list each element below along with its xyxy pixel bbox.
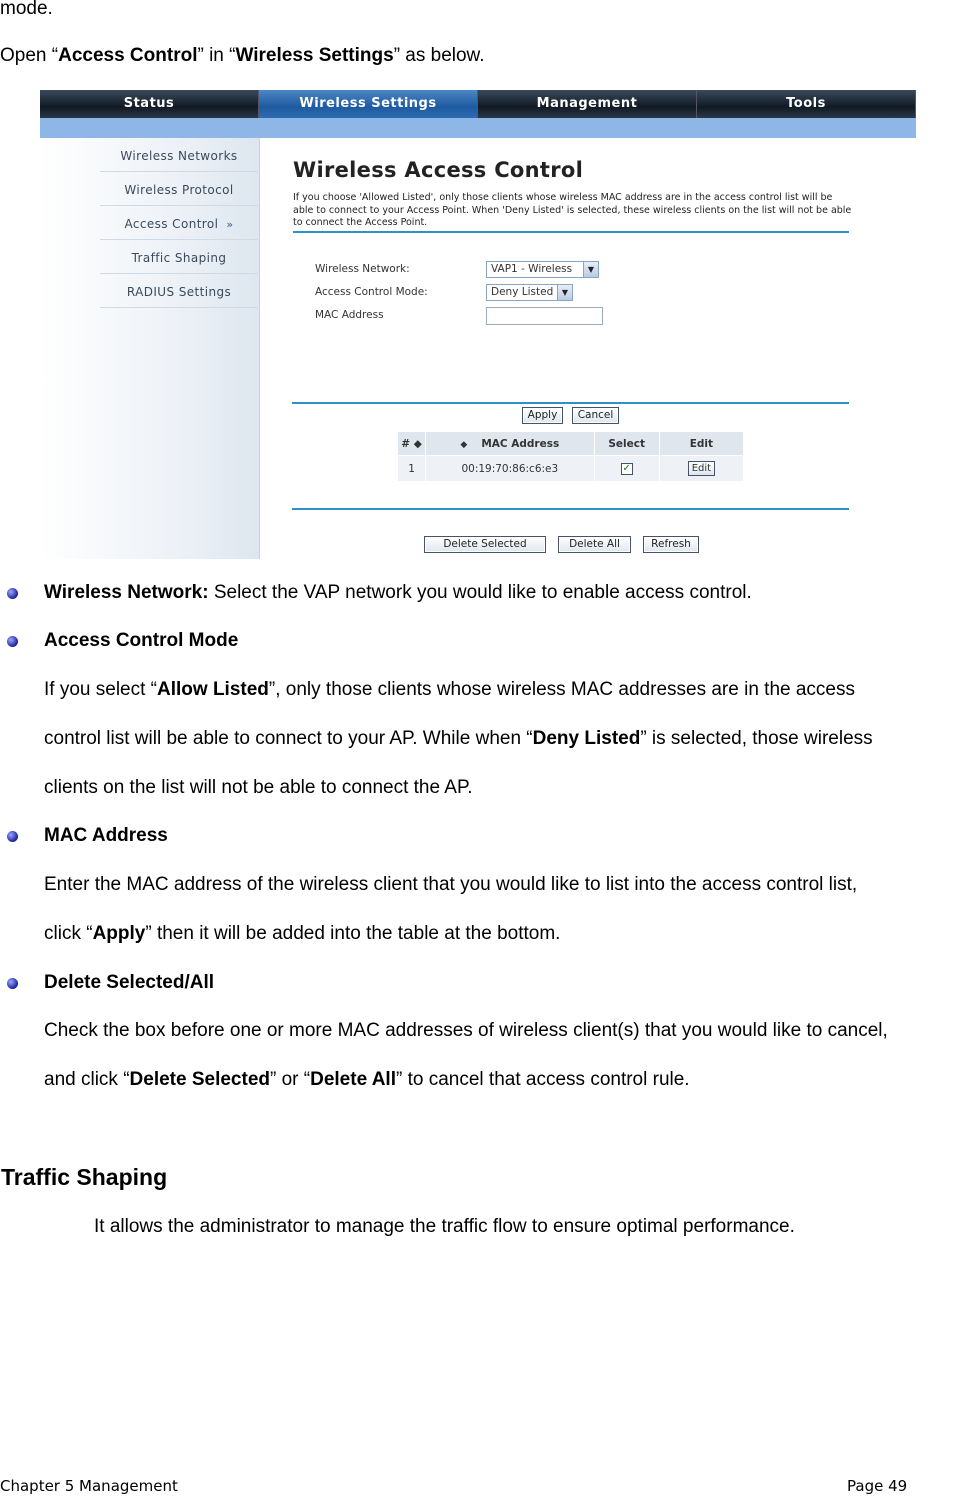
page-title: Wireless Access Control — [293, 158, 584, 182]
row-mac: 00:19:70:86:c6:e3 — [426, 456, 594, 482]
bullet-icon — [7, 978, 18, 989]
col-select: Select — [594, 432, 659, 456]
delete-all-button[interactable]: Delete All — [558, 536, 631, 553]
bullet-mac-address: MAC Address — [44, 825, 168, 846]
page-description: If you choose 'Allowed Listed', only those clients whose wireless MAC address are in the access control list will be able to connect to your Access Point. When 'Deny Listed' is selected, these wireless clients on the list will not be able to connect the Access Point. — [293, 192, 852, 228]
divider — [293, 231, 849, 233]
paragraph-line: Enter the MAC address of the wireless client that you would like to list into the access control list, — [44, 874, 858, 895]
paragraph-line: If you select “Allow Listed”, only those clients whose wireless MAC addresses are in the access — [44, 679, 855, 700]
tab-wireless-settings[interactable]: Wireless Settings — [259, 90, 478, 118]
footer-chapter: Chapter 5 Management — [0, 1477, 178, 1495]
wireless-network-select[interactable]: VAP1 - Wireless ▼ — [486, 261, 599, 278]
col-mac[interactable]: ◆ MAC Address — [426, 432, 594, 456]
paragraph-line: control list will be able to connect to your AP. While when “Deny Listed” is selected, those wireless — [44, 728, 873, 749]
chevron-down-icon: ▼ — [557, 285, 572, 300]
footer-page-number: Page 49 — [847, 1477, 908, 1495]
paragraph-line: click “Apply” then it will be added into the table at the bottom. — [44, 923, 561, 944]
active-arrow-icon: » — [226, 218, 234, 231]
sidebar-item-wireless-protocol[interactable]: Wireless Protocol — [100, 174, 258, 206]
paragraph-line: Check the box before one or more MAC addresses of wireless client(s) that you would like to cancel, — [44, 1020, 888, 1041]
section-heading: Traffic Shaping — [1, 1164, 168, 1190]
bullet-icon — [7, 636, 18, 647]
sidebar-item-access-control[interactable]: Access Control » — [100, 208, 258, 240]
col-num[interactable]: # ◆ — [398, 432, 426, 456]
refresh-button[interactable]: Refresh — [643, 536, 699, 553]
access-control-screenshot — [40, 90, 916, 559]
col-edit: Edit — [659, 432, 743, 456]
bullet-delete-selected-all: Delete Selected/All — [44, 972, 215, 993]
access-control-mode-select[interactable]: Deny Listed ▼ — [486, 284, 573, 301]
bullet-icon — [7, 588, 18, 599]
bullet-access-control-mode: Access Control Mode — [44, 630, 239, 651]
access-control-mode-label: Access Control Mode: — [315, 286, 428, 298]
paragraph-line: clients on the list will not be able to connect the AP. — [44, 777, 473, 798]
sidebar-item-wireless-networks[interactable]: Wireless Networks — [100, 140, 258, 172]
tab-management[interactable]: Management — [478, 90, 697, 118]
intro-open-line: Open “Access Control” in “Wireless Settings” as below. — [0, 45, 485, 66]
sub-nav-bar — [40, 118, 916, 138]
mac-address-label: MAC Address — [315, 309, 384, 321]
top-nav — [40, 90, 916, 118]
edit-button[interactable]: Edit — [688, 461, 715, 476]
mac-address-input[interactable] — [486, 307, 603, 325]
row-num: 1 — [398, 456, 426, 482]
content-panel — [260, 138, 916, 559]
bullet-icon — [7, 831, 18, 842]
cancel-button[interactable]: Cancel — [572, 407, 619, 424]
tab-status[interactable]: Status — [40, 90, 259, 118]
sidebar-item-radius-settings[interactable]: RADIUS Settings — [100, 276, 258, 308]
chevron-down-icon: ▼ — [583, 262, 598, 277]
sidebar — [40, 138, 260, 559]
bullet-wireless-network: Wireless Network: Select the VAP network you would like to enable access control. — [44, 582, 752, 603]
paragraph-line: and click “Delete Selected” or “Delete All” to cancel that access control rule. — [44, 1069, 690, 1090]
intro-line: mode. — [0, 0, 53, 19]
select-checkbox[interactable]: ✓ — [622, 463, 631, 474]
sidebar-item-traffic-shaping[interactable]: Traffic Shaping — [100, 242, 258, 274]
wireless-network-label: Wireless Network: — [315, 263, 410, 275]
apply-button[interactable]: Apply — [522, 407, 563, 424]
section-text: It allows the administrator to manage the traffic flow to ensure optimal performance. — [94, 1216, 795, 1237]
tab-tools[interactable]: Tools — [697, 90, 916, 118]
delete-selected-button[interactable]: Delete Selected — [424, 536, 546, 553]
